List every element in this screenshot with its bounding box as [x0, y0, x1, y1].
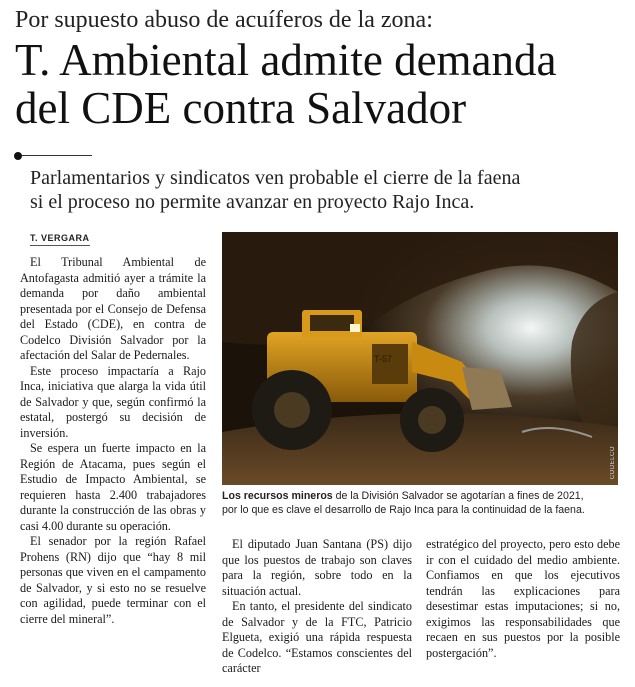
caption-rest: de la División Salvador se agotarían a fines de 2021, — [332, 490, 584, 502]
bullet-dot — [14, 152, 22, 160]
paragraph: El diputado Juan Santana (PS) dijo que los puestos de trabajo son claves para la región, sobre todo en la situación actual. — [222, 537, 412, 598]
deck-line-2: si el proceso no permite avanzar en proyecto Rajo Inca. — [30, 191, 475, 213]
paragraph: El Tribunal Ambiental de Antofagasta admitió ayer a trámite la demanda por daño ambiental presentada por el Consejo de Defensa del Estado (CDE), en contra de Codelco División Salvador por la afectación del Salar de Pedernales. — [20, 255, 206, 362]
vehicle-label: T-57 — [374, 354, 393, 364]
article-column-2 — [222, 537, 412, 677]
mine-tunnel-photo — [222, 232, 618, 485]
headline-line-1: T. Ambiental admite demanda — [15, 35, 557, 85]
caption-line-1 — [222, 489, 620, 503]
caption-line-2: por lo que es clave el desarrollo de Rajo Inca para la continuidad de la faena. — [222, 504, 585, 516]
article-column-3 — [426, 537, 620, 661]
paragraph: Este proceso impactaría a Rajo Inca, iniciativa que alarga la vida útil de Salvador y que, según confirmó la estatal, postergó su decisión de inversión. — [20, 363, 206, 440]
photo-credit: CODELCO — [610, 445, 616, 479]
caption-lead: Los recursos mineros — [222, 490, 333, 502]
paragraph: El senador por la región Rafael Prohens (RN) dijo que “hay 8 mil personas que viven en el campamento de Salvador, y si esto no se resuelve con agilidad, puede terminar con el cierre del mineral”. — [20, 534, 206, 626]
paragraph: estratégico del proyecto, pero esto debe ir con el cuidado del medio ambiente. Confiamos en que los ejecutivos tendrán las explicaciones para desestimar estas imputaciones; si no, exigimos las responsabilidades que recaen en sus puestos por la posible postergación”. — [426, 537, 620, 660]
photo-caption — [222, 489, 620, 517]
article-column-1 — [20, 255, 206, 627]
deck-line-1: Parlamentarios y sindicatos ven probable el cierre de la faena — [30, 167, 521, 189]
loader-window — [310, 315, 354, 331]
paragraph: Se espera un fuerte impacto en la Región de Atacama, pues según el Estudio de Impacto Ambiental, se requieren hasta 2.400 trabajadores durante la construcción de las obras y casi 4.00 durante su operación. — [20, 441, 206, 533]
byline: T. VERGARA — [30, 233, 90, 246]
mine-tunnel-illustration — [222, 232, 618, 485]
divider-rule — [22, 155, 92, 156]
kicker: Por supuesto abuso de acuíferos de la zona: — [15, 7, 433, 33]
loader-grille — [372, 344, 408, 384]
headline-line-2: del CDE contra Salvador — [15, 83, 467, 133]
paragraph: En tanto, el presidente del sindicato de Salvador y de la FTC, Patricio Elgueta, exigió una rápida respuesta de Codelco. “Estamos conscientes del carácter — [222, 599, 412, 675]
deck — [30, 166, 630, 214]
loader-light — [350, 324, 360, 332]
headline — [15, 36, 630, 132]
